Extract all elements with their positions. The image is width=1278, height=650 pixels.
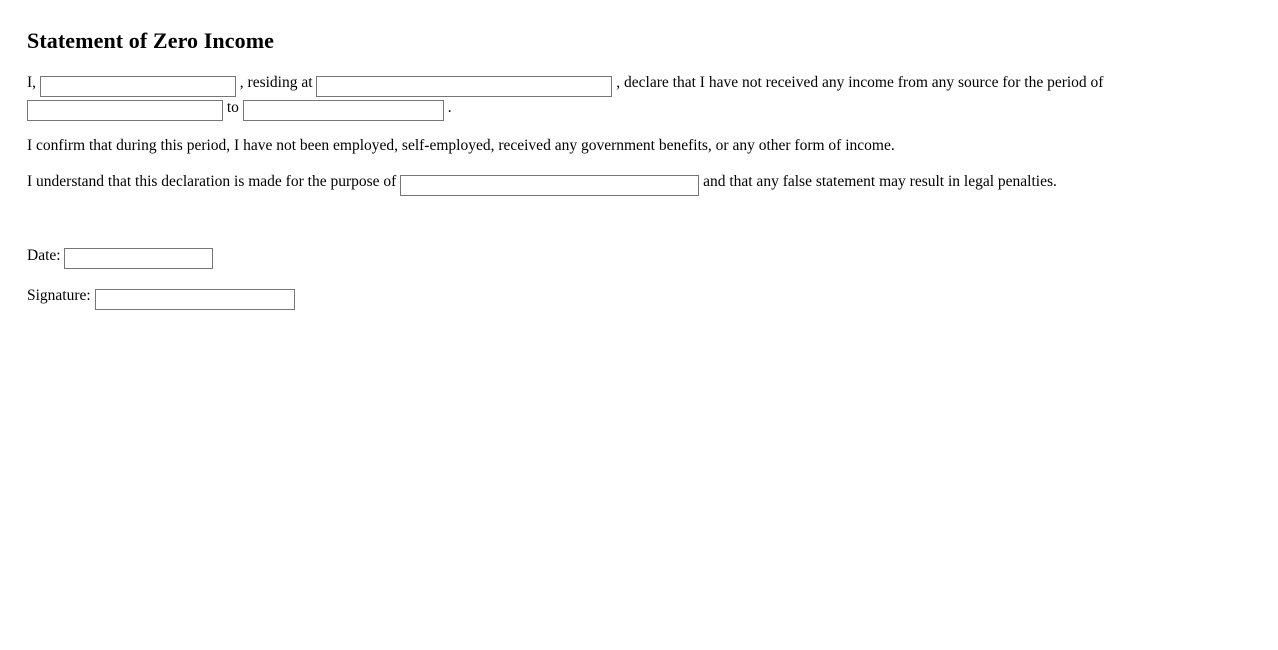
signature-row [27,285,1252,310]
declaration-lead-text: I, [27,74,37,91]
signature-label: Signature: [27,287,91,304]
declaration-end-text: . [447,98,452,116]
section-spacer [27,217,1252,245]
purpose-prefix-text: I understand that this declaration is made for the purpose of [27,173,397,190]
signature-input[interactable] [95,289,295,310]
full-name-input[interactable] [40,76,236,97]
page-title: Statement of Zero Income [27,28,274,53]
confirmation-paragraph: I confirm that during this period, I have not been employed, self-employed, received any government benefits, or any other form of income. [27,137,895,154]
document-page [0,0,1278,310]
residing-at-text: , residing at [239,74,313,91]
period-end-input[interactable] [243,100,444,121]
address-input[interactable] [316,76,612,97]
period-between-text: to [226,98,239,116]
declaration-body-text: , declare that I have not received any income from any source for the period of [616,74,1104,91]
date-input[interactable] [64,248,213,269]
period-start-input[interactable] [27,100,223,121]
purpose-suffix-text: and that any false statement may result in legal penalties. [703,173,1057,190]
purpose-input[interactable] [400,175,699,196]
purpose-paragraph [27,171,1252,196]
date-row [27,245,1252,270]
declaration-paragraph [27,72,1252,121]
date-label: Date: [27,246,61,264]
